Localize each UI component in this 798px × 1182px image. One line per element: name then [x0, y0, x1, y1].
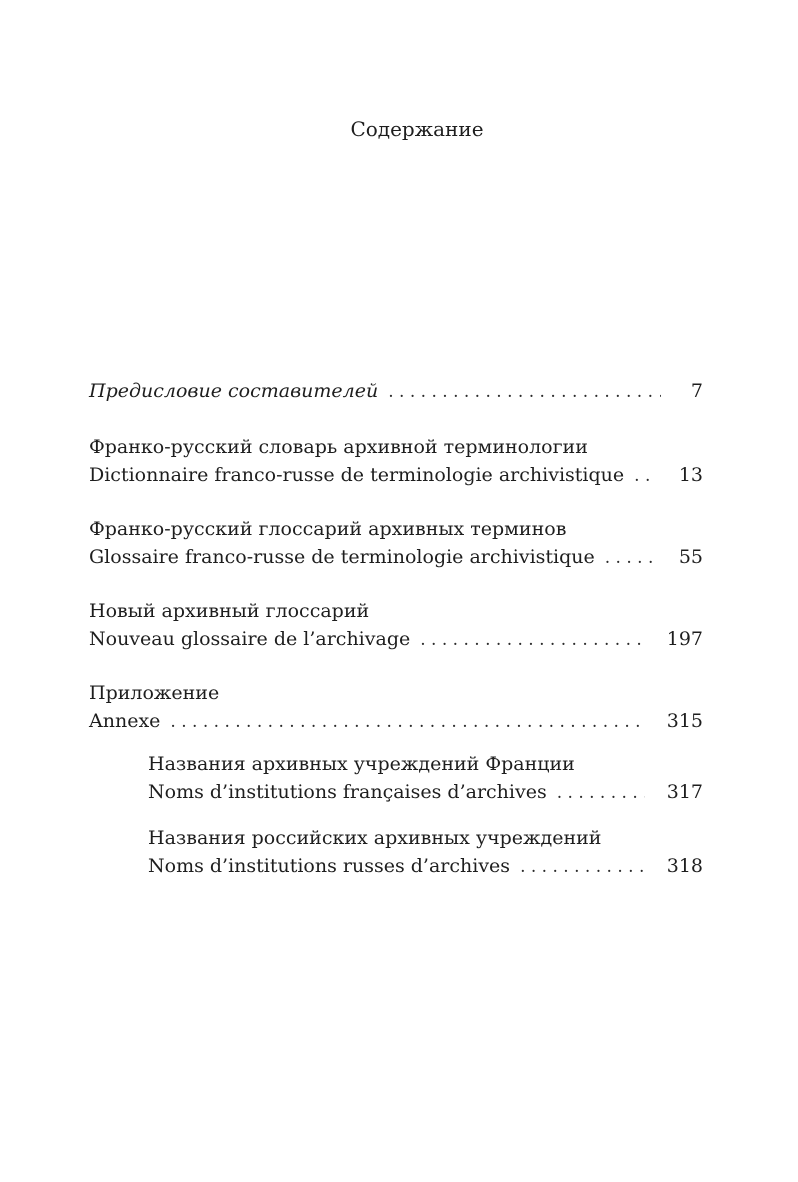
- toc-entry-title-fr: Noms d’institutions françaises d’archives: [148, 781, 547, 803]
- toc-line: [148, 824, 703, 852]
- dot-leader: [520, 853, 645, 881]
- dot-leader: [420, 626, 645, 654]
- toc-line: [89, 461, 703, 489]
- toc-entry-title-ru: Названия российских архивных учреждений: [148, 827, 602, 849]
- toc-entry-new-glossary[interactable]: [89, 597, 703, 653]
- table-of-contents: [89, 377, 703, 880]
- toc-entry-glossary[interactable]: [89, 515, 703, 571]
- toc-line: [89, 679, 703, 707]
- toc-entry-title-fr: Nouveau glossaire de l’archivage: [89, 628, 411, 650]
- toc-entry-title-fr: Annexe: [89, 710, 161, 732]
- toc-entry-appendix[interactable]: [89, 679, 703, 735]
- page-number: 7: [690, 380, 703, 402]
- toc-line: [89, 543, 703, 571]
- toc-entry-title-ru: Названия архивных учреждений Франции: [148, 753, 575, 775]
- page-title: Содержание: [350, 117, 484, 141]
- toc-entry-french-institutions[interactable]: [89, 750, 703, 806]
- toc-entry-dictionary[interactable]: [89, 433, 703, 489]
- toc-entry-title-fr: Glossaire franco-russe de terminologie archivistique: [89, 546, 595, 568]
- toc-line: [89, 597, 703, 625]
- page-number: 315: [666, 710, 703, 732]
- toc-entry-preface[interactable]: [89, 377, 703, 405]
- toc-line: [148, 852, 703, 880]
- toc-line: [89, 515, 703, 543]
- toc-line: [148, 750, 703, 778]
- page-number: 13: [678, 464, 703, 486]
- toc-line: [89, 625, 703, 653]
- toc-entry-title-ru: Новый архивный глоссарий: [89, 600, 370, 622]
- toc-line: [89, 707, 703, 735]
- toc-line: [148, 778, 703, 806]
- toc-entry-title: Предисловие составителей: [89, 380, 379, 402]
- dot-leader: [634, 462, 657, 490]
- dot-leader: [557, 779, 645, 807]
- dot-leader: [388, 378, 661, 406]
- toc-entry-title-ru: Приложение: [89, 682, 220, 704]
- dot-leader: [170, 708, 644, 736]
- page-number: 317: [666, 781, 703, 803]
- toc-entry-title-fr: Noms d’institutions russes d’archives: [148, 855, 511, 877]
- toc-entry-title-fr: Dictionnaire franco-russe de terminologie archivistique: [89, 464, 625, 486]
- toc-line: [89, 433, 703, 461]
- toc-line: [89, 377, 703, 405]
- toc-entry-title-ru: Франко-русский словарь архивной терминологии: [89, 436, 588, 458]
- toc-entry-russian-institutions[interactable]: [89, 824, 703, 880]
- page-number: 197: [666, 628, 703, 650]
- dot-leader: [605, 544, 657, 572]
- toc-entry-title-ru: Франко-русский глоссарий архивных терминов: [89, 518, 567, 540]
- page-number: 318: [666, 855, 703, 877]
- page-number: 55: [678, 546, 703, 568]
